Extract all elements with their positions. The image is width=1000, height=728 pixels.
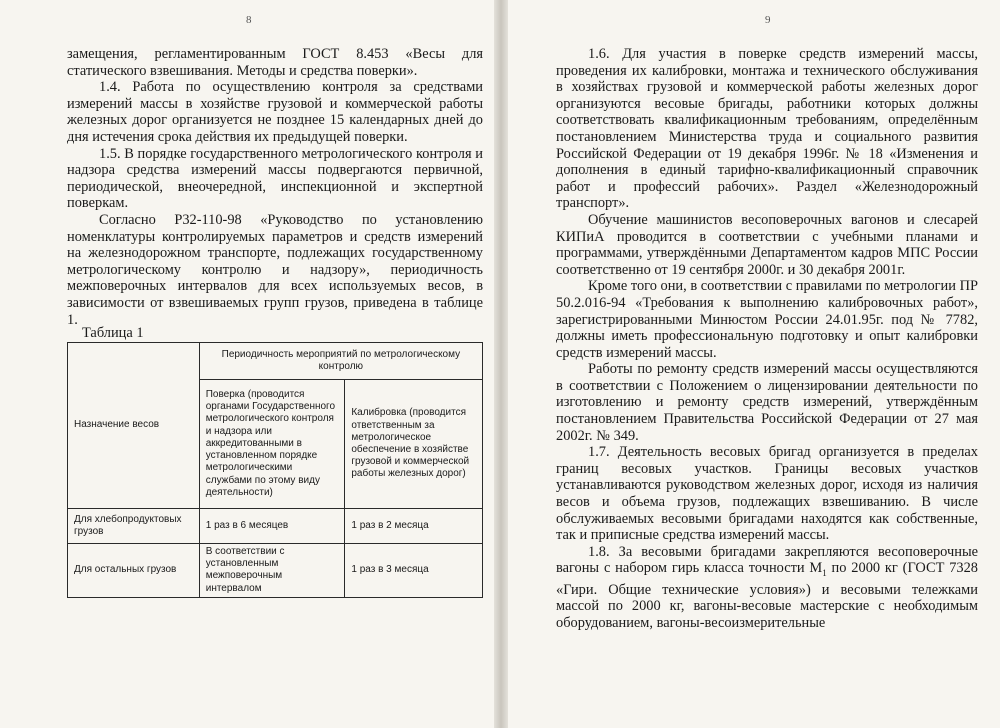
header-periodicity: Периодичность мероприятий по метрологическому контролю [199, 343, 482, 380]
paragraph-text: по 2000 кг (ГОСТ 7328 «Гири. Общие технические условия») и весовыми тележками массой по 2000 кг, вагоны-весовые мастерские с необходимым оборудованием, вагоны-весоизмерительные [556, 560, 978, 632]
cell-verification: 1 раз в 6 месяцев [199, 509, 345, 544]
paragraph: Согласно Р32-110-98 «Руководство по установлению номенклатуры контролируемых параметров и средств измерений на железнодорожном транспорте, подлежащих государственному метрологическому контролю и надзору», периодичность межповерочных интервалов для всех используемых весов, в зависимости от взвешиваемых групп грузов, приведена в таблице 1. [67, 211, 483, 328]
table-row [68, 544, 483, 598]
paragraph: 1.7. Деятельность весовых бригад организуется в пределах границ весовых участков. Границы весовых участков устанавливаются руководством железных дорог, исходя из наличия весов и объема грузов, подлежащих взвешиванию. В числе обслуживаемых весовыми бригадами находятся как собственные, так и приписные средства измерений массы. [556, 444, 978, 544]
paragraph: 1.6. Для участия в поверке средств измерений массы, проведения их калибровки, монтажа и технического обслуживания в хозяйствах грузовой и коммерческой работы железных дорог организуются весовые бригады, работники которых должны соответствовать квалификационным требованиям, определённым постановлением Министерства труда и социального развития Российской Федерации от 19 декабря 1996г. № 18 «Изменения и дополнения в единый тарифно-квалификационный справочник работ и профессий рабочих». Раздел «Железнодорожный транспорт». [556, 46, 978, 212]
right-page [500, 0, 1000, 728]
table-header-row [68, 343, 483, 380]
left-page-text [67, 46, 483, 328]
page-number-left: 8 [246, 14, 252, 26]
paragraph-text: 1.8. За весовыми бригадами закрепляются весоповерочные вагоны с набором гирь класса точности М [556, 543, 978, 577]
right-page-text [556, 46, 978, 632]
paragraph [556, 544, 978, 632]
cell-purpose: Для хлебопродуктовых грузов [68, 509, 200, 544]
paragraph: Обучение машинистов весоповерочных вагонов и слесарей КИПиА проводится в соответствии с учебными планами и программами, утверждёнными Департаментом кадров МПС России соответственно от 19 сентября 2000г. и 30 декабря 2001г. [556, 211, 978, 278]
header-calibration: Калибровка (проводится ответственным за метрологическое обеспечение в хозяйстве грузовой и коммерческой работы железных дорог) [345, 380, 483, 509]
cell-calibration: 1 раз в 2 месяца [345, 509, 483, 544]
paragraph: замещения, регламентированным ГОСТ 8.453 «Весы для статического взвешивания. Методы и средства поверки». [67, 46, 483, 79]
paragraph: 1.5. В порядке государственного метрологического контроля и надзора средства измерений массы подвергаются первичной, периодической, внеочередной, инспекционной и экспертной поверкам. [67, 145, 483, 212]
header-purpose: Назначение весов [68, 343, 200, 509]
table-caption: Таблица 1 [82, 325, 144, 341]
table-row [68, 509, 483, 544]
paragraph: Работы по ремонту средств измерений массы осуществляются в соответствии с Положением о лицензировании деятельности по изготовлению и ремонту средств измерений, утверждённым постановлением Правительства Российской Федерации от 27 мая 2002г. № 349. [556, 361, 978, 444]
page-number-right: 9 [765, 14, 771, 26]
cell-purpose: Для остальных грузов [68, 544, 200, 598]
paragraph: Кроме того они, в соответствии с правилами по метрологии ПР 50.2.016-94 «Требования к выполнению калибровочных работ», зарегистрированными Минюстом России 24.01.95г. под № 7782, должны иметь профессиональную подготовку и опыт калибровки средств измерений массы. [556, 278, 978, 361]
subscript: 1 [822, 568, 827, 579]
verification-table [67, 342, 483, 598]
cell-calibration: 1 раз в 3 месяца [345, 544, 483, 598]
page-gutter [494, 0, 508, 728]
cell-verification: В соответствии с установленным межповерочным интервалом [199, 544, 345, 598]
paragraph: 1.4. Работа по осуществлению контроля за средствами измерений массы в хозяйстве грузовой и коммерческой работы железных дорог организуется не позднее 15 календарных дней до дня истечения срока действия их предыдущей поверки. [67, 79, 483, 145]
header-verification: Поверка (проводится органами Государственного метрологического контроля и надзора или аккредитованными в установленном порядке метрологическими службами по этому виду деятельности) [199, 380, 345, 509]
